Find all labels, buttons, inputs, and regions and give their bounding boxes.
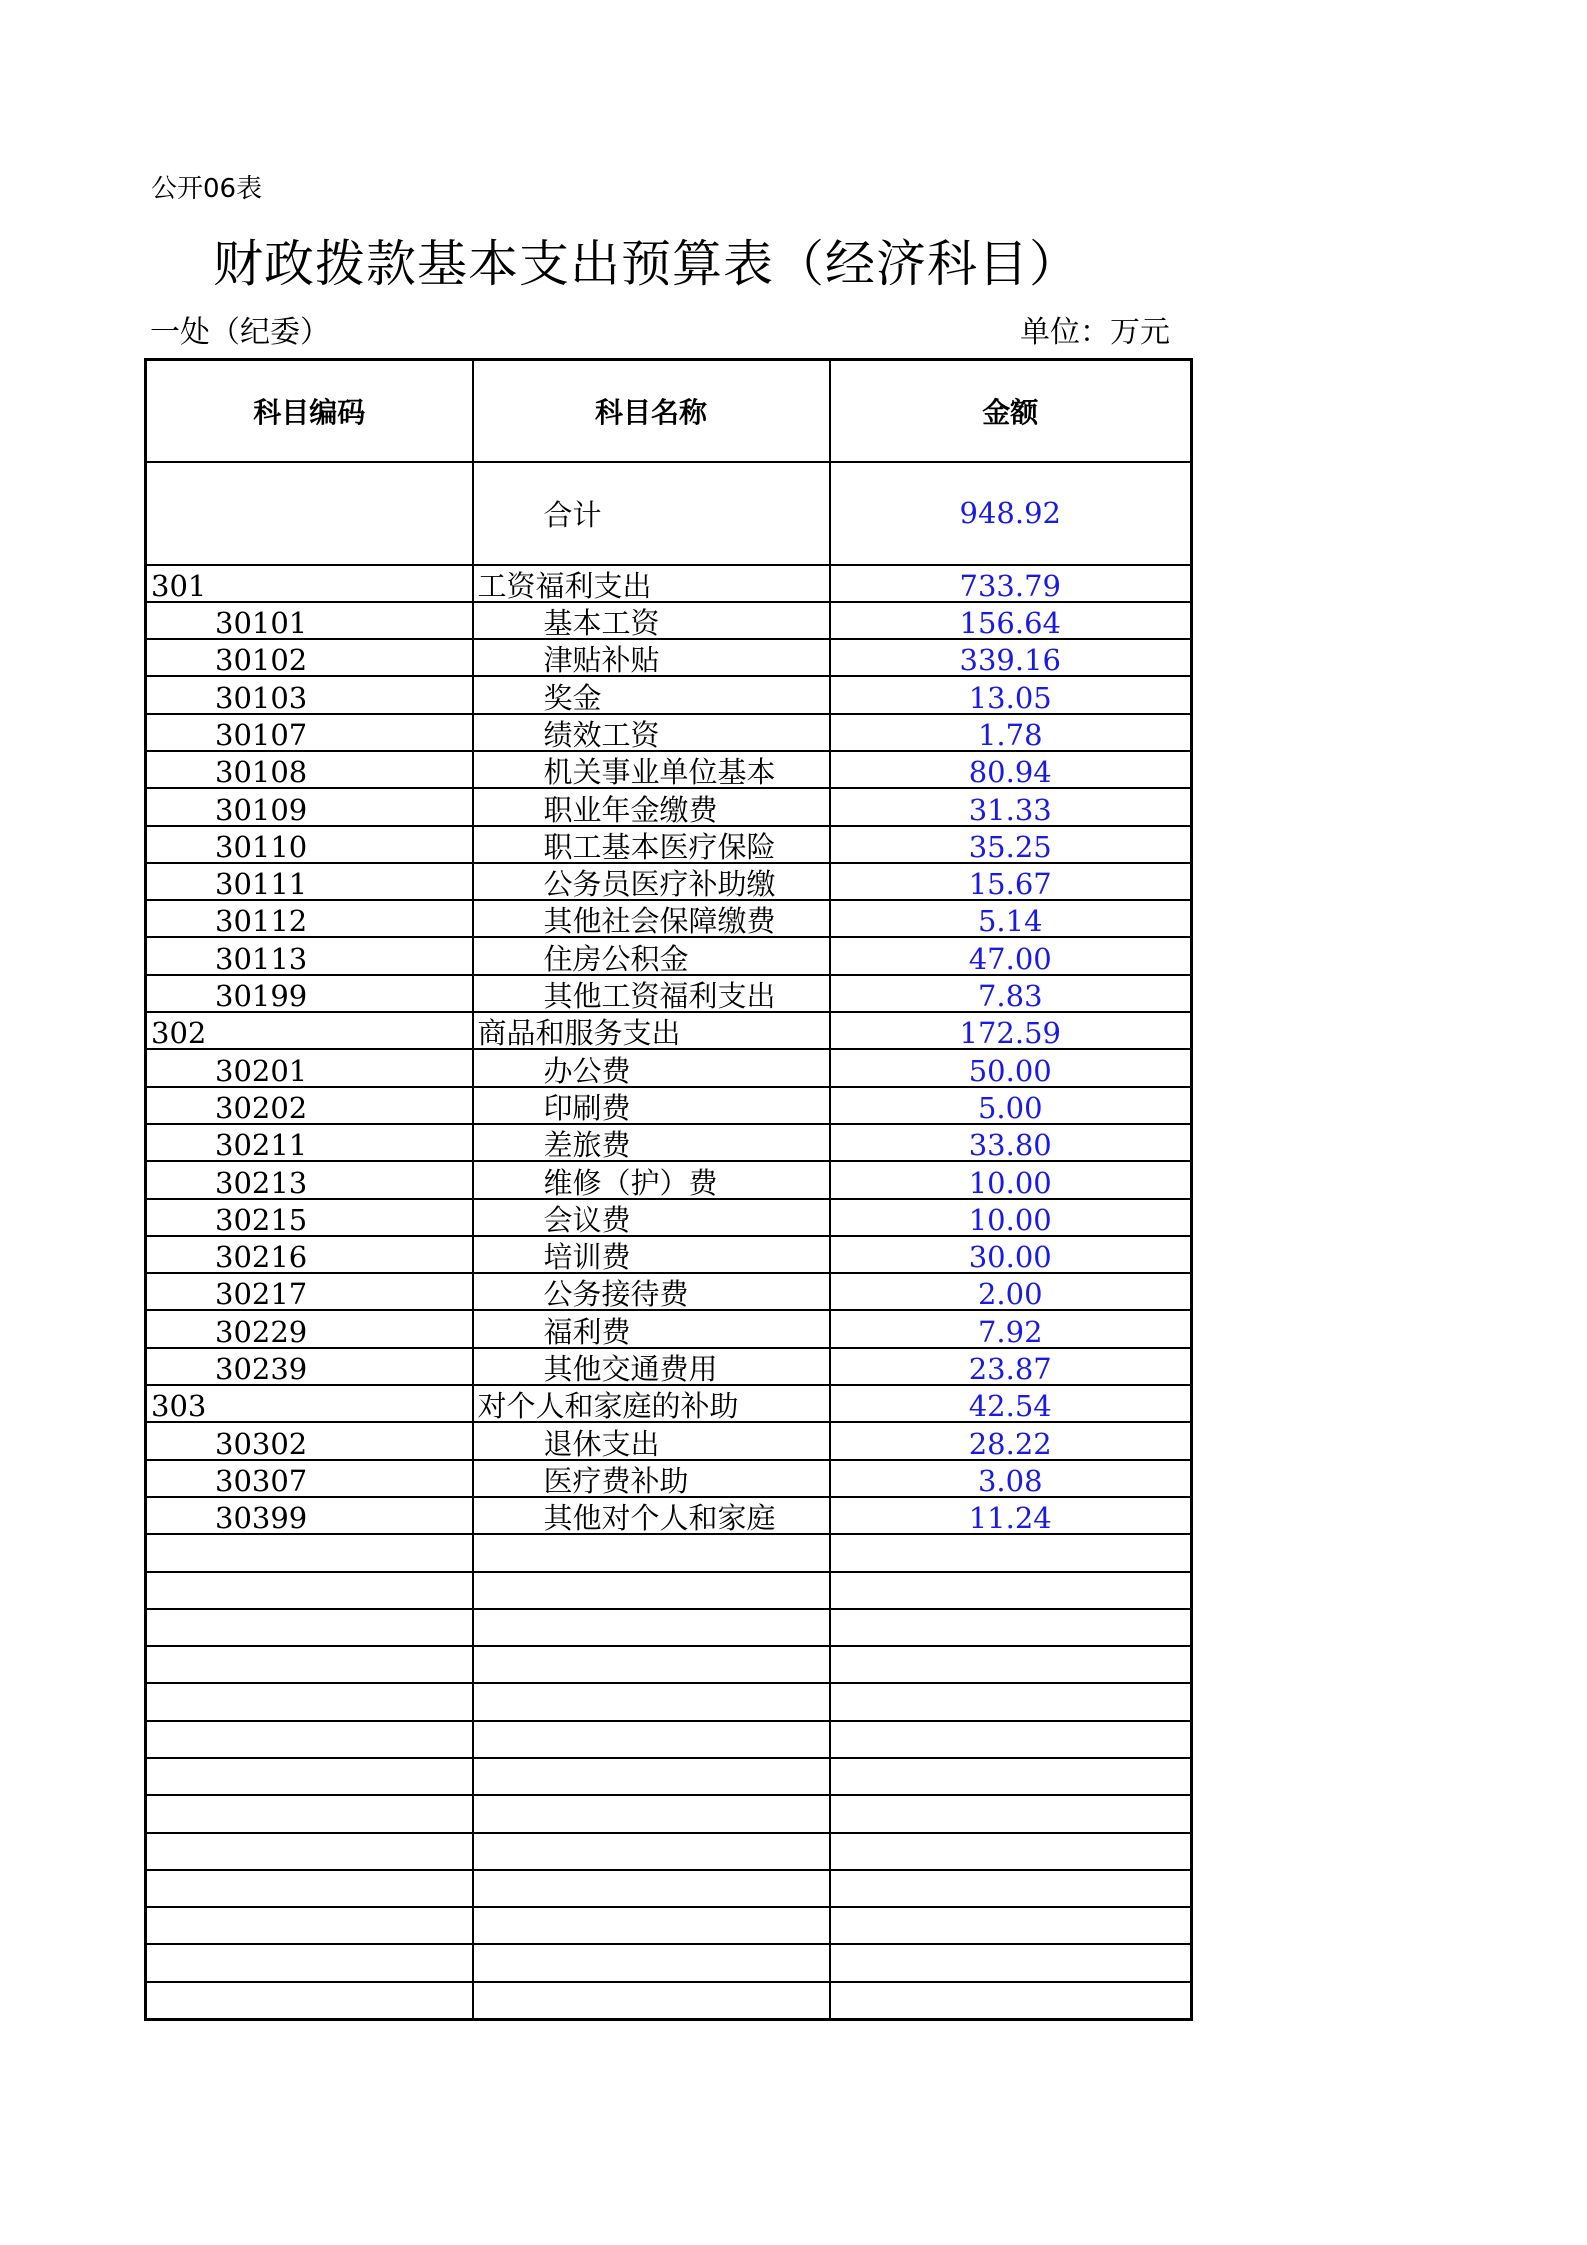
table-row [146, 1460, 1192, 1497]
subject-code-cell: 30109 [146, 788, 473, 825]
subject-name-cell: 绩效工资 [473, 714, 830, 751]
amount-cell: 15.67 [830, 863, 1192, 900]
empty-cell [146, 1870, 473, 1907]
table-row [146, 1087, 1192, 1124]
empty-row [146, 1609, 1192, 1646]
subject-name-cell: 办公费 [473, 1049, 830, 1086]
empty-cell [830, 1609, 1192, 1646]
empty-row [146, 1683, 1192, 1720]
subject-code-cell: 30229 [146, 1310, 473, 1347]
empty-row [146, 1758, 1192, 1795]
table-row [146, 788, 1192, 825]
amount-cell: 1.78 [830, 714, 1192, 751]
subject-name-cell: 其他社会保障缴费 [473, 900, 830, 937]
empty-cell [830, 1833, 1192, 1870]
empty-cell [473, 1870, 830, 1907]
subject-name-cell: 对个人和家庭的补助 [473, 1385, 830, 1422]
empty-cell [146, 1646, 473, 1683]
table-row [146, 1049, 1192, 1086]
amount-cell: 339.16 [830, 639, 1192, 676]
subject-code-cell: 30103 [146, 676, 473, 713]
subject-name-cell: 培训费 [473, 1236, 830, 1273]
subject-code-cell: 303 [146, 1385, 473, 1422]
empty-cell [146, 1907, 473, 1944]
empty-row [146, 1982, 1192, 2019]
table-row [146, 676, 1192, 713]
amount-cell: 28.22 [830, 1422, 1192, 1459]
subject-name-cell: 退休支出 [473, 1422, 830, 1459]
subject-name-cell: 职业年金缴费 [473, 788, 830, 825]
subject-name-cell: 印刷费 [473, 1087, 830, 1124]
amount-cell: 733.79 [830, 565, 1192, 602]
empty-row [146, 1572, 1192, 1609]
total-label: 合计 [473, 462, 830, 565]
empty-cell [473, 1572, 830, 1609]
table-row [146, 1273, 1192, 1310]
subject-code-cell: 30307 [146, 1460, 473, 1497]
total-code-cell [146, 462, 473, 565]
subject-name-cell: 职工基本医疗保险 [473, 826, 830, 863]
table-body [146, 462, 1192, 2020]
page-title: 财政拨款基本支出预算表（经济科目） [213, 235, 1080, 293]
empty-cell [473, 1758, 830, 1795]
category-row [146, 1385, 1192, 1422]
table-row [146, 975, 1192, 1012]
subject-name-cell: 工资福利支出 [473, 565, 830, 602]
table-row [146, 826, 1192, 863]
subject-name-cell: 其他工资福利支出 [473, 975, 830, 1012]
empty-cell [146, 1721, 473, 1758]
amount-cell: 10.00 [830, 1199, 1192, 1236]
subject-code-cell: 30111 [146, 863, 473, 900]
amount-cell: 5.14 [830, 900, 1192, 937]
empty-row [146, 1870, 1192, 1907]
amount-cell: 30.00 [830, 1236, 1192, 1273]
table-row [146, 1310, 1192, 1347]
subject-code-cell: 30110 [146, 826, 473, 863]
subject-name-cell: 福利费 [473, 1310, 830, 1347]
empty-cell [473, 1683, 830, 1720]
subject-code-cell: 30302 [146, 1422, 473, 1459]
empty-row [146, 1795, 1192, 1832]
subject-name-cell: 其他交通费用 [473, 1348, 830, 1385]
empty-cell [146, 1534, 473, 1571]
empty-cell [473, 1833, 830, 1870]
subject-name-cell: 维修（护）费 [473, 1161, 830, 1198]
table-row [146, 714, 1192, 751]
amount-cell: 5.00 [830, 1087, 1192, 1124]
subject-name-cell: 住房公积金 [473, 937, 830, 974]
subject-name-cell: 津贴补贴 [473, 639, 830, 676]
subject-code-cell: 30102 [146, 639, 473, 676]
empty-cell [473, 1609, 830, 1646]
amount-cell: 80.94 [830, 751, 1192, 788]
empty-cell [146, 1944, 473, 1981]
empty-cell [473, 1721, 830, 1758]
subject-code-cell: 30108 [146, 751, 473, 788]
subject-name-cell: 其他对个人和家庭 [473, 1497, 830, 1534]
table-row [146, 1124, 1192, 1161]
empty-cell [830, 1572, 1192, 1609]
table-row [146, 937, 1192, 974]
subject-code-cell: 30399 [146, 1497, 473, 1534]
total-row [146, 462, 1192, 565]
subject-code-cell: 30112 [146, 900, 473, 937]
empty-cell [146, 1758, 473, 1795]
empty-cell [830, 1944, 1192, 1981]
subject-name-cell: 机关事业单位基本 [473, 751, 830, 788]
amount-cell: 11.24 [830, 1497, 1192, 1534]
org-name: 一处（纪委） [150, 315, 330, 350]
amount-cell: 7.92 [830, 1310, 1192, 1347]
empty-row [146, 1907, 1192, 1944]
amount-cell: 13.05 [830, 676, 1192, 713]
budget-table [144, 358, 1193, 2021]
empty-row [146, 1721, 1192, 1758]
subject-code-cell: 302 [146, 1012, 473, 1049]
subject-code-cell: 301 [146, 565, 473, 602]
subject-name-cell: 医疗费补助 [473, 1460, 830, 1497]
empty-cell [830, 1683, 1192, 1720]
empty-cell [146, 1609, 473, 1646]
empty-cell [146, 1683, 473, 1720]
subject-name-cell: 差旅费 [473, 1124, 830, 1161]
empty-cell [473, 1907, 830, 1944]
table-row [146, 602, 1192, 639]
empty-cell [830, 1646, 1192, 1683]
column-header-amount: 金额 [830, 360, 1192, 462]
category-row [146, 565, 1192, 602]
empty-cell [830, 1534, 1192, 1571]
subject-code-cell: 30217 [146, 1273, 473, 1310]
table-row [146, 1497, 1192, 1534]
empty-cell [830, 1982, 1192, 2019]
table-row [146, 1236, 1192, 1273]
amount-cell: 31.33 [830, 788, 1192, 825]
empty-cell [830, 1795, 1192, 1832]
empty-cell [830, 1721, 1192, 1758]
amount-cell: 47.00 [830, 937, 1192, 974]
amount-cell: 23.87 [830, 1348, 1192, 1385]
unit-label: 单位：万元 [1020, 315, 1170, 350]
amount-cell: 33.80 [830, 1124, 1192, 1161]
empty-row [146, 1944, 1192, 1981]
empty-row [146, 1534, 1192, 1571]
table-row [146, 900, 1192, 937]
subject-code-cell: 30201 [146, 1049, 473, 1086]
subject-code-cell: 30113 [146, 937, 473, 974]
empty-cell [830, 1870, 1192, 1907]
amount-cell: 42.54 [830, 1385, 1192, 1422]
empty-cell [830, 1907, 1192, 1944]
category-row [146, 1012, 1192, 1049]
subject-name-cell: 会议费 [473, 1199, 830, 1236]
column-header-code: 科目编码 [146, 360, 473, 462]
subject-name-cell: 公务接待费 [473, 1273, 830, 1310]
table-row [146, 1161, 1192, 1198]
amount-cell: 3.08 [830, 1460, 1192, 1497]
subject-name-cell: 基本工资 [473, 602, 830, 639]
table-row [146, 1422, 1192, 1459]
subject-code-cell: 30215 [146, 1199, 473, 1236]
table-number-label: 公开06表 [151, 174, 263, 204]
amount-cell: 7.83 [830, 975, 1192, 1012]
empty-cell [146, 1833, 473, 1870]
empty-cell [473, 1944, 830, 1981]
empty-cell [830, 1758, 1192, 1795]
subject-name-cell: 商品和服务支出 [473, 1012, 830, 1049]
empty-cell [146, 1572, 473, 1609]
amount-cell: 172.59 [830, 1012, 1192, 1049]
empty-cell [146, 1982, 473, 2019]
empty-cell [473, 1982, 830, 2019]
subject-code-cell: 30101 [146, 602, 473, 639]
subject-code-cell: 30239 [146, 1348, 473, 1385]
table-row [146, 1199, 1192, 1236]
amount-cell: 35.25 [830, 826, 1192, 863]
table-row [146, 751, 1192, 788]
subject-code-cell: 30216 [146, 1236, 473, 1273]
amount-cell: 2.00 [830, 1273, 1192, 1310]
subject-code-cell: 30213 [146, 1161, 473, 1198]
subject-code-cell: 30107 [146, 714, 473, 751]
subject-code-cell: 30211 [146, 1124, 473, 1161]
subject-code-cell: 30199 [146, 975, 473, 1012]
table-row [146, 1348, 1192, 1385]
empty-row [146, 1833, 1192, 1870]
total-amount: 948.92 [830, 462, 1192, 565]
empty-cell [473, 1646, 830, 1683]
empty-cell [473, 1795, 830, 1832]
empty-row [146, 1646, 1192, 1683]
column-header-name: 科目名称 [473, 360, 830, 462]
amount-cell: 50.00 [830, 1049, 1192, 1086]
table-row [146, 639, 1192, 676]
table-header-row [146, 360, 1192, 462]
table-row [146, 863, 1192, 900]
subject-name-cell: 奖金 [473, 676, 830, 713]
amount-cell: 10.00 [830, 1161, 1192, 1198]
subject-code-cell: 30202 [146, 1087, 473, 1124]
empty-cell [146, 1795, 473, 1832]
empty-cell [473, 1534, 830, 1571]
amount-cell: 156.64 [830, 602, 1192, 639]
subject-name-cell: 公务员医疗补助缴 [473, 863, 830, 900]
